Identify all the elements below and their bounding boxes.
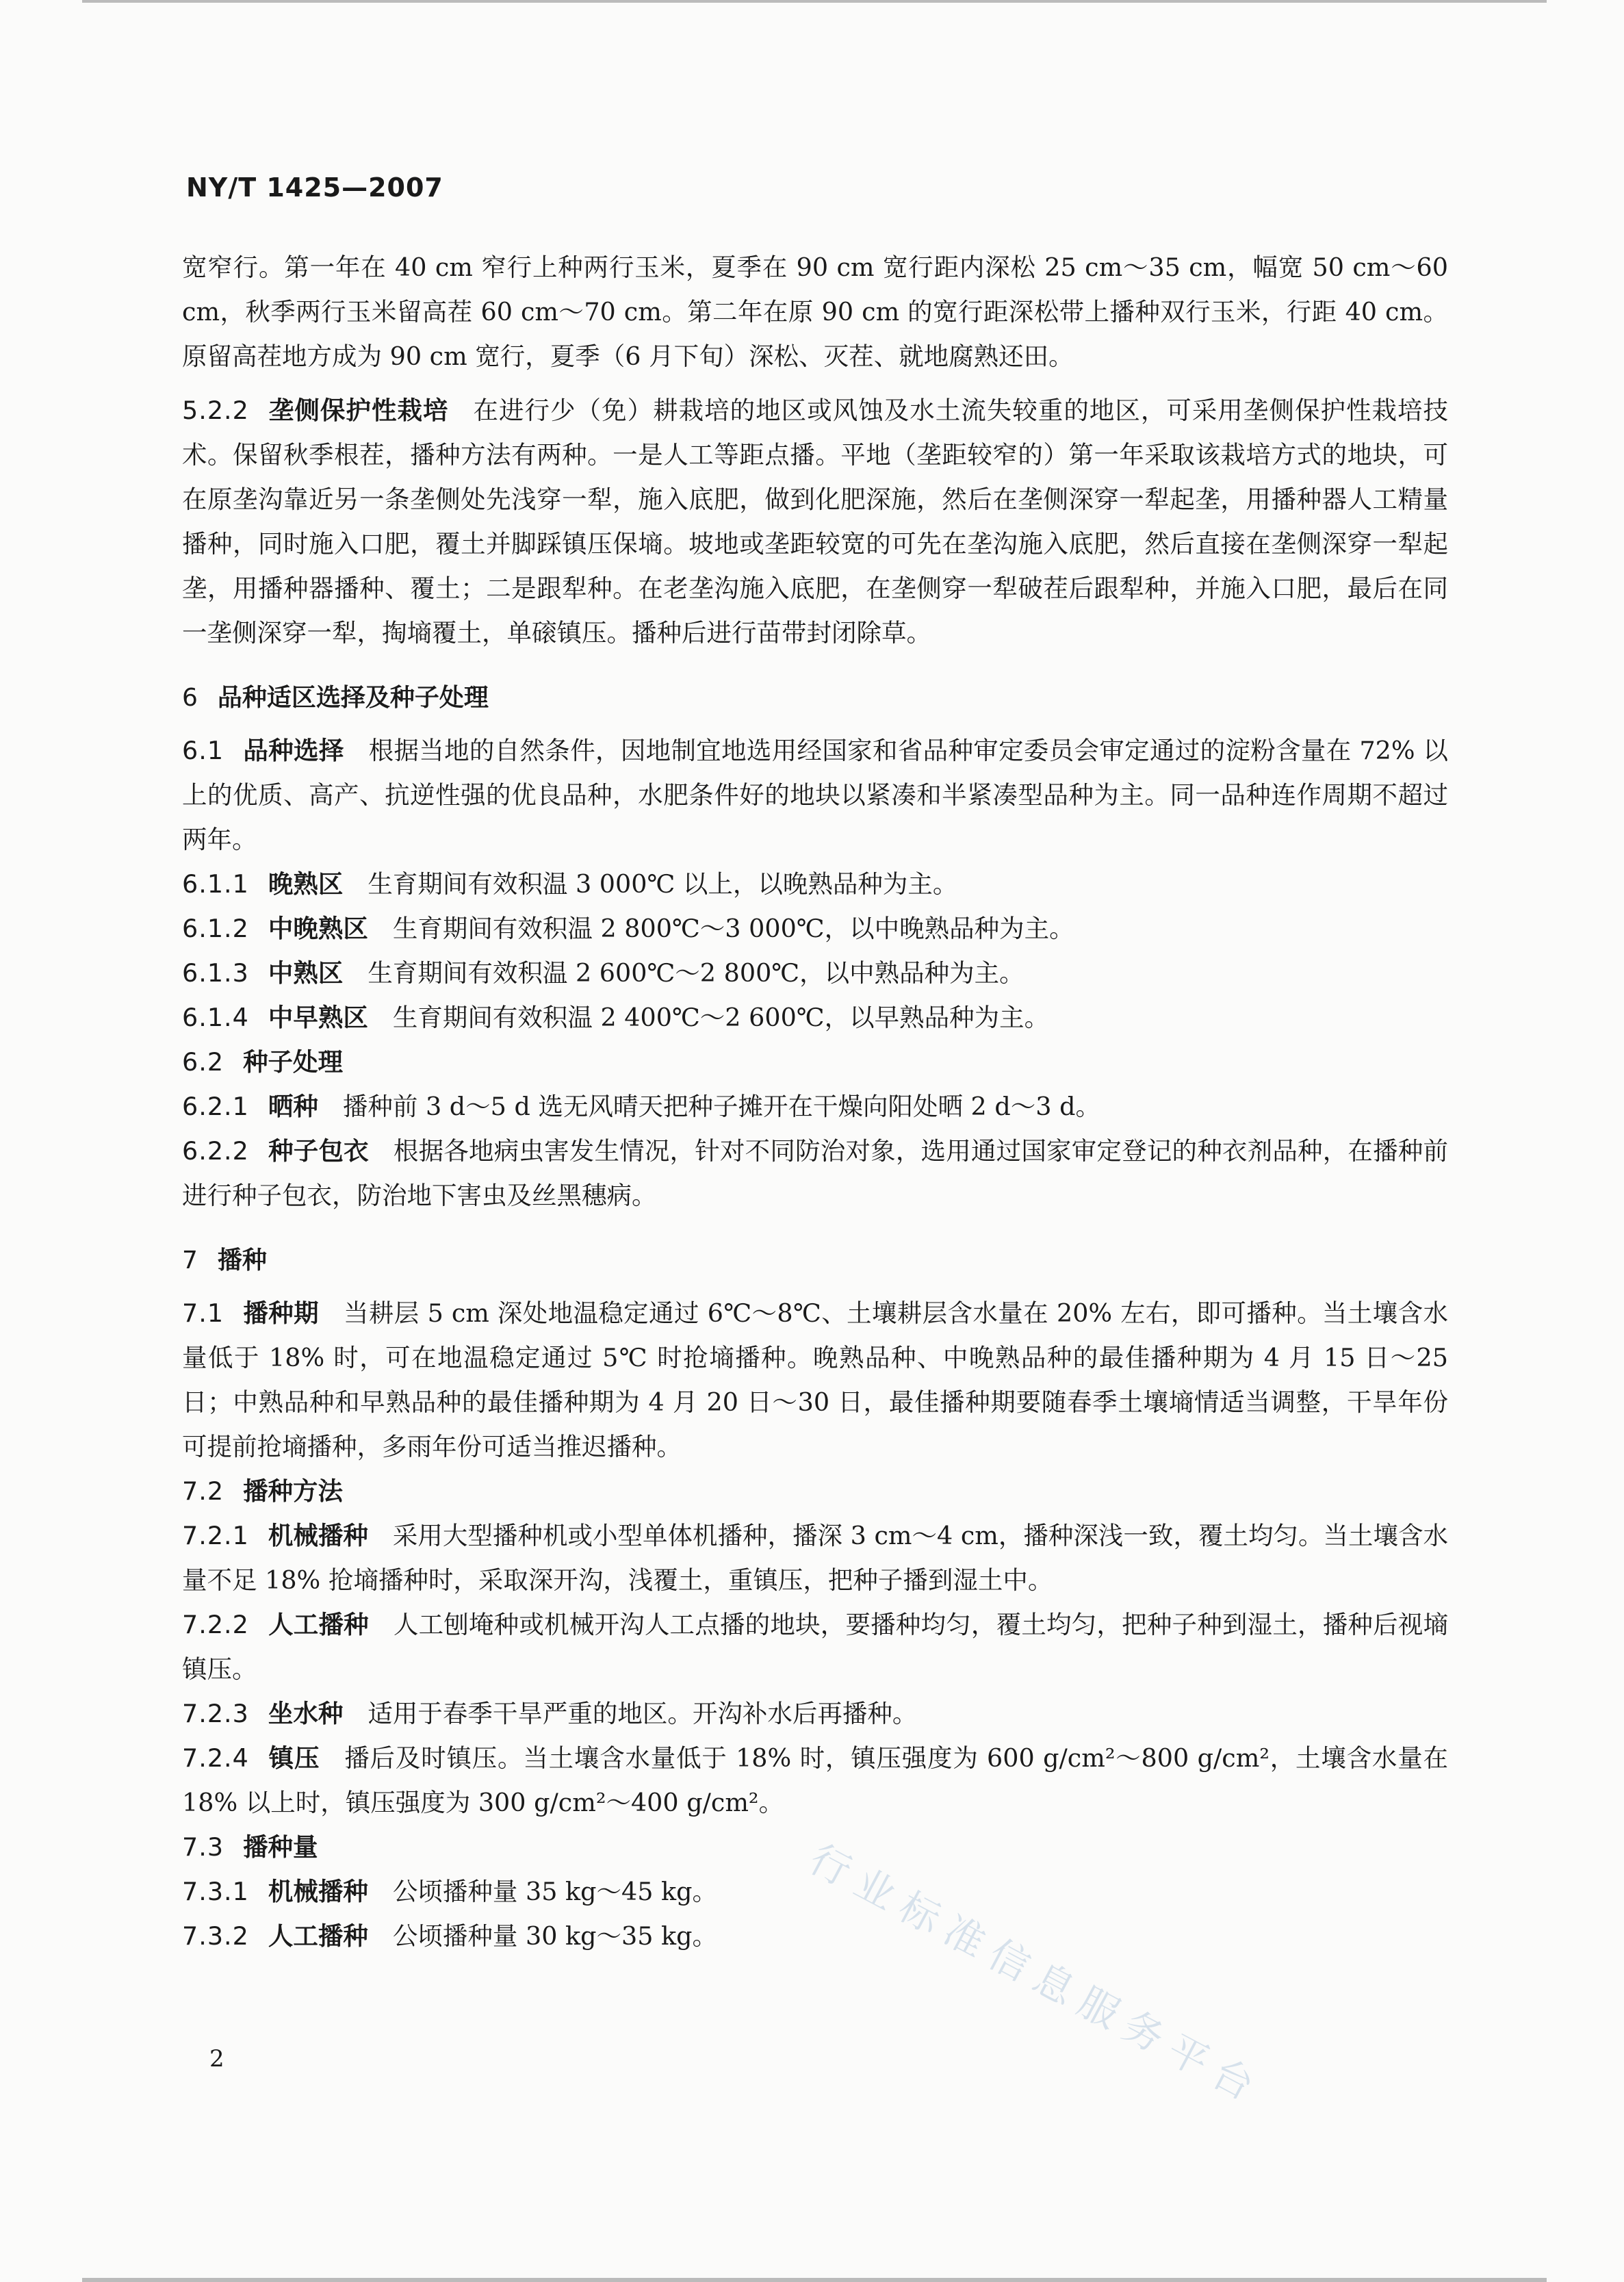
watermark: 行业标准信息服务平台 xyxy=(801,1835,1272,2114)
clause-term: 播种量 xyxy=(243,1832,318,1862)
clause-term: 晒种 xyxy=(268,1092,318,1121)
clause-term: 人工播种 xyxy=(268,1610,369,1639)
clause-number: 7.1 xyxy=(182,1298,224,1328)
clause-5-2-2 xyxy=(182,388,1448,655)
document-body xyxy=(182,245,1448,1958)
clause-text: 采用大型播种机或小型单体机播种，播深 3 cm～4 cm，播种深浅一致，覆土均匀。当土壤含水量不足 18% 抢墒播种时，采取深开沟，浅覆土，重镇压，把种子播到湿土中。 xyxy=(182,1521,1449,1595)
clause-term: 镇压 xyxy=(268,1743,320,1773)
clause-number: 6.2 xyxy=(182,1047,224,1077)
clause-text: 生育期间有效积温 2 800℃～3 000℃，以中晚熟品种为主。 xyxy=(392,914,1074,943)
clause-term: 播种期 xyxy=(243,1298,320,1328)
clause-text: 生育期间有效积温 3 000℃ 以上，以晚熟品种为主。 xyxy=(368,869,958,899)
clause-6-1-4 xyxy=(182,995,1448,1040)
clause-text: 公顷播种量 35 kg～45 kg。 xyxy=(392,1877,718,1906)
clause-number: 7.2.2 xyxy=(182,1610,249,1639)
section-title: 播种 xyxy=(217,1246,267,1274)
clause-number: 7.3 xyxy=(182,1832,224,1862)
clause-6-1 xyxy=(182,728,1448,862)
clause-7-2-2 xyxy=(182,1602,1448,1691)
clause-text: 人工刨埯种或机械开沟人工点播的地块，要播种均匀，覆土均匀，把种子种到湿土，播种后视墒镇压。 xyxy=(182,1610,1449,1684)
clause-number: 6.1.2 xyxy=(182,914,249,943)
clause-text: 公顷播种量 30 kg～35 kg。 xyxy=(392,1921,718,1951)
clause-number: 7.2.3 xyxy=(182,1699,249,1728)
page-number: 2 xyxy=(209,2045,224,2073)
clause-term: 种子包衣 xyxy=(268,1136,369,1166)
clause-number: 7.3.2 xyxy=(182,1921,249,1951)
standard-code: NY/T 1425—2007 xyxy=(186,172,443,203)
clause-term: 垄侧保护性栽培 xyxy=(268,396,449,425)
section-7-heading xyxy=(182,1238,1448,1283)
clause-term: 机械播种 xyxy=(268,1521,368,1550)
clause-text: 生育期间有效积温 2 600℃～2 800℃，以中熟品种为主。 xyxy=(368,958,1024,988)
clause-term: 机械播种 xyxy=(268,1877,368,1906)
clause-text: 根据当地的自然条件，因地制宜地选用经国家和省品种审定委员会审定通过的淀粉含量在 72% 以上的优质、高产、抗逆性强的优良品种，水肥条件好的地块以紧凑和半紧凑型品种为主。同一品种连作周期不超过两年。 xyxy=(182,736,1448,854)
scan-edge-top xyxy=(82,0,1547,3)
clause-number: 7.2.1 xyxy=(182,1521,249,1550)
clause-text: 生育期间有效积温 2 400℃～2 600℃，以早熟品种为主。 xyxy=(392,1003,1050,1032)
clause-7-2-1 xyxy=(182,1513,1448,1602)
clause-number: 7.2.4 xyxy=(182,1743,249,1773)
clause-7-3-2 xyxy=(182,1914,1448,1958)
clause-number: 7.3.1 xyxy=(182,1877,249,1906)
clause-6-2 xyxy=(182,1040,1448,1084)
clause-term: 坐水种 xyxy=(268,1699,344,1728)
section-number: 6 xyxy=(182,684,198,712)
clause-term: 中晚熟区 xyxy=(268,914,368,943)
clause-7-1 xyxy=(182,1291,1448,1469)
clause-text: 播种前 3 d～5 d 选无风晴天把种子摊开在干燥向阳处晒 2 d～3 d。 xyxy=(342,1092,1100,1121)
intro-paragraph: 宽窄行。第一年在 40 cm 窄行上种两行玉米，夏季在 90 cm 宽行距内深松 25 cm～35 cm，幅宽 50 cm～60 cm，秋季两行玉米留高茬 60 cm～70 cm。第二年在原 90 cm 的宽行距深松带上播种双行玉米，行距 40 cm。原留高茬地方成为 90 cm 宽行，夏季（6 月下旬）深松、灭茬、就地腐熟还田。 xyxy=(182,253,1448,371)
clause-term: 人工播种 xyxy=(268,1921,368,1951)
clause-number: 6.1 xyxy=(182,736,224,765)
scan-edge-bottom xyxy=(82,2278,1547,2282)
clause-number: 6.1.3 xyxy=(182,958,249,988)
clause-term: 播种方法 xyxy=(243,1476,344,1506)
clause-number: 6.1.4 xyxy=(182,1003,249,1032)
clause-term: 种子处理 xyxy=(243,1047,344,1077)
section-6-heading xyxy=(182,676,1448,720)
clause-7-2-4 xyxy=(182,1736,1448,1825)
section-number: 7 xyxy=(182,1246,198,1274)
section-title: 品种适区选择及种子处理 xyxy=(217,684,489,712)
clause-6-1-3 xyxy=(182,951,1448,995)
clause-number: 6.1.1 xyxy=(182,869,249,899)
clause-6-1-2 xyxy=(182,906,1448,951)
clause-text: 当耕层 5 cm 深处地温稳定通过 6℃～8℃、土壤耕层含水量在 20% 左右，即可播种。当土壤含水量低于 18% 时，可在地温稳定通过 5℃ 时抢墒播种。晚熟品种、中晚熟品种的最佳播种期为 4 月 15 日～25 日；中熟品种和早熟品种的最佳播种期为 4 月 20 日～30 日，最佳播种期要随春季土壤墒情适当调整，干旱年份可提前抢墒播种，多雨年份可适当推迟播种。 xyxy=(182,1298,1449,1461)
clause-term: 中早熟区 xyxy=(268,1003,368,1032)
clause-text: 播后及时镇压。当土壤含水量低于 18% 时，镇压强度为 600 g/cm²～800 g/cm²，土壤含水量在 18% 以上时，镇压强度为 300 g/cm²～400 g/cm²。 xyxy=(182,1743,1449,1817)
clause-text: 在进行少（免）耕栽培的地区或风蚀及水土流失较重的地区，可采用垄侧保护性栽培技术。保留秋季根茬，播种方法有两种。一是人工等距点播。平地（垄距较窄的）第一年采取该栽培方式的地块，可在原垄沟靠近另一条垄侧处先浅穿一犁，施入底肥，做到化肥深施，然后在垄侧深穿一犁起垄，用播种器人工精量播种，同时施入口肥，覆土并脚踩镇压保墒。坡地或垄距较宽的可先在垄沟施入底肥，然后直接在垄侧深穿一犁起垄，用播种器播种、覆土；二是跟犁种。在老垄沟施入底肥，在垄侧穿一犁破茬后跟犁种，并施入口肥，最后在同一垄侧深穿一犁，掏墒覆土，单磙镇压。播种后进行苗带封闭除草。 xyxy=(182,396,1449,648)
clause-7-2 xyxy=(182,1469,1448,1513)
clause-7-2-3 xyxy=(182,1691,1448,1736)
clause-6-2-1 xyxy=(182,1084,1448,1129)
clause-number: 7.2 xyxy=(182,1476,224,1506)
clause-number: 6.2.2 xyxy=(182,1136,249,1166)
clause-term: 晚熟区 xyxy=(268,869,344,899)
clause-number: 5.2.2 xyxy=(182,396,249,425)
clause-number: 6.2.1 xyxy=(182,1092,249,1121)
clause-6-1-1 xyxy=(182,862,1448,906)
clause-6-2-2 xyxy=(182,1129,1448,1218)
clause-term: 中熟区 xyxy=(268,958,344,988)
clause-term: 品种选择 xyxy=(243,736,344,765)
clause-text: 根据各地病虫害发生情况，针对不同防治对象，选用通过国家审定登记的种衣剂品种，在播种前进行种子包衣，防治地下害虫及丝黑穗病。 xyxy=(182,1136,1449,1210)
clause-text: 适用于春季干旱严重的地区。开沟补水后再播种。 xyxy=(368,1699,918,1728)
